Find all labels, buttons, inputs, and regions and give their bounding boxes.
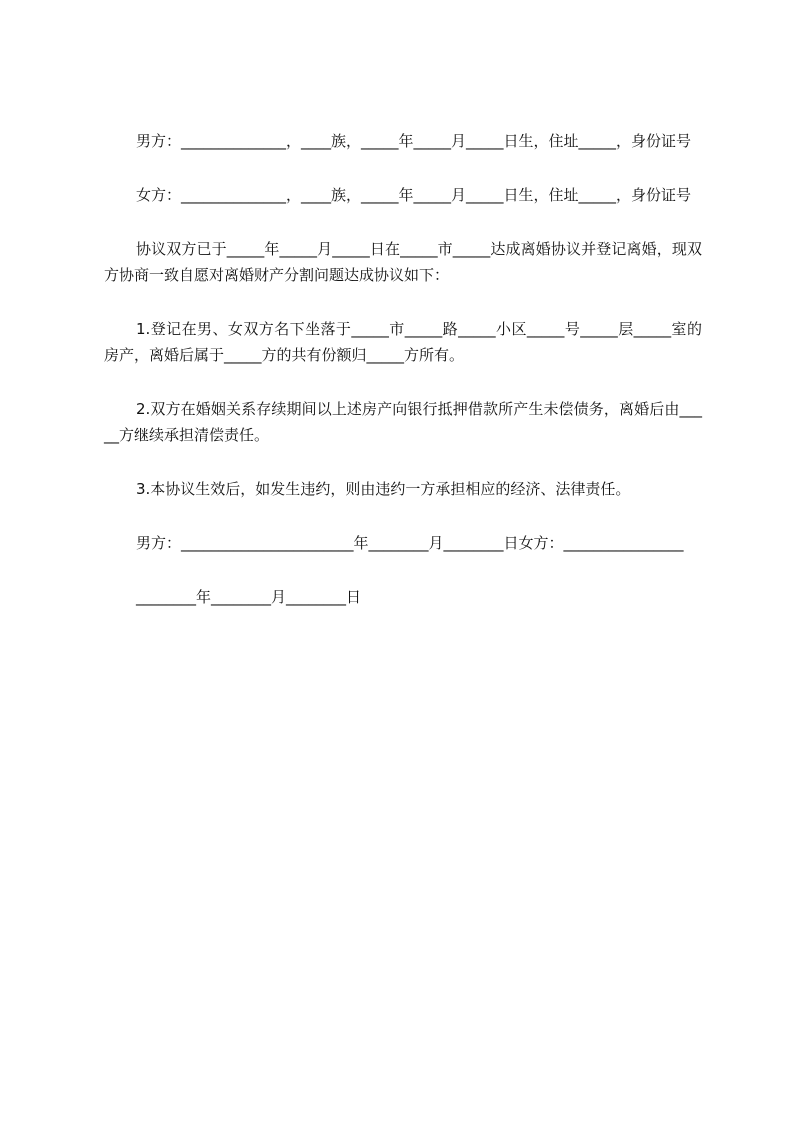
male-party-info: 男方：______________，____族，_____年_____月_____日生，住址_____，身份证号 <box>136 132 692 150</box>
female-party-info: 女方：______________，____族，_____年_____月_____日生，住址_____，身份证号 <box>136 186 692 204</box>
clause-1-property: 1.登记在男、女双方名下坐落于_____市_____路_____小区_____号_____层_____室的房产，离婚后属于_____方的共有份额归_____方所有。 <box>104 320 702 364</box>
date-line: ________年________月________日 <box>136 588 362 606</box>
signature-line: 男方：_______________________年________月________日女方：________________ <box>136 534 684 552</box>
clause-3-breach: 3.本协议生效后，如发生违约，则由违约一方承担相应的经济、法律责任。 <box>136 480 631 498</box>
agreement-preamble: 协议双方已于_____年_____月_____日在_____市_____达成离婚协议并登记离婚，现双方协商一致自愿对离婚财产分割问题达成协议如下： <box>104 240 702 284</box>
clause-2-debt: 2.双方在婚姻关系存续期间以上述房产向银行抵押借款所产生未偿债务，离婚后由_____方继续承担清偿责任。 <box>104 400 702 444</box>
document-body <box>104 128 702 638</box>
